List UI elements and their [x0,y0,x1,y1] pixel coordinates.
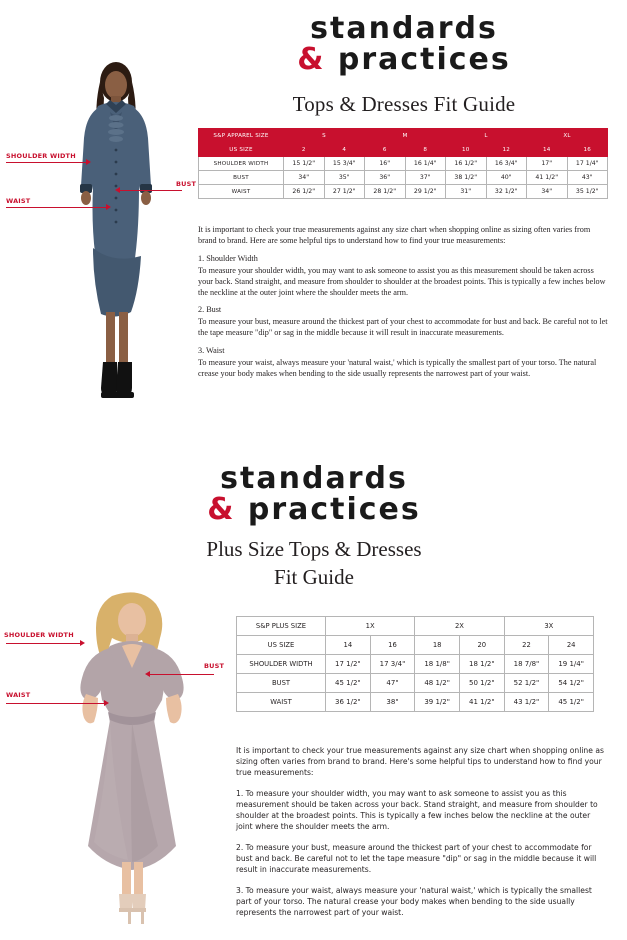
cell-bust-7: 43" [567,171,608,185]
brand-ampersand: & [297,42,326,77]
annotation-shoulder-width-2: SHOULDER WIDTH [4,631,74,639]
table-row-bust [199,171,608,185]
table-row-plus-bust [237,674,594,693]
table-row-apparel-size [199,129,608,143]
cell-plus-bust-1: 47" [370,674,415,693]
heading-waist-1: 3. Waist [198,346,225,356]
brand-line-2 [198,44,610,76]
cell-plus-shoulder-5: 19 1/4" [549,655,594,674]
annotation-shoulder-arrow-2 [80,640,85,646]
cell-plus-bust-5: 54 1/2" [549,674,594,693]
heading-shoulder-width-1: 1. Shoulder Width [198,253,258,263]
cell-plus-shoulder-2: 18 1/8" [415,655,460,674]
table-row-plus-waist [237,693,594,712]
annotation-waist-2: WAIST [6,691,31,699]
cell-plus-shoulder-3: 18 1/2" [459,655,504,674]
cell-plus-waist-2: 39 1/2" [415,693,460,712]
brand-logo [198,11,610,77]
body-bust-1: To measure your bust, measure around the thickest part of your chest to accommodate for bust and back. Be careful not to let the tape measure "dip" or sag in the middle because it will result in inaccurate measurements. [198,317,608,338]
cell-us-size-4: 10 [446,143,487,157]
cell-bust-3: 37" [405,171,446,185]
body-waist-1: To measure your waist, always measure your 'natural waist,' which is typically the smallest part of your torso. The natural crease your body makes when bending to the side usually represents the narrowest part of your waist. [198,358,597,378]
cell-us-size-3: 8 [405,143,446,157]
cell-plus-waist-3: 41 1/2" [459,693,504,712]
cell-bust-1: 35" [324,171,365,185]
cell-header-shoulder-width: SHOULDER WIDTH [199,157,284,171]
cell-plus-shoulder-1: 17 3/4" [370,655,415,674]
table-row-shoulder-width [199,157,608,171]
table-row-plus-us-size [237,636,594,655]
size-table-plus [236,616,594,712]
annotation-bust-2: BUST [204,662,225,670]
model-photo-standard [40,58,192,438]
cell-group-3x: 3X [504,617,593,636]
cell-us-size-6: 14 [527,143,568,157]
cell-shoulder-4: 16 1/2" [446,157,487,171]
cell-us-size-2: 6 [365,143,406,157]
cell-plus-us-size-0: 14 [326,636,371,655]
annotation-waist-arrow-2 [104,700,109,706]
annotation-bust-arrow-1 [115,187,120,193]
brand-line-2-plus [108,494,520,526]
instructions-plus [236,745,608,928]
cell-plus-bust-2: 48 1/2" [415,674,460,693]
heading-bust-1: 2. Bust [198,305,222,315]
brand-line-1: standards [310,11,498,46]
body-bust-2: 2. To measure your bust, measure around the thickest part of your chest to accommodate for bust and back. Be careful not to let the tape measure "dip" or sag in the middle because it will result in inaccurate measurements. [236,843,597,874]
cell-header-plus-waist: WAIST [237,693,326,712]
page-title-plus-line-1: Plus Size Tops & Dresses [206,537,422,561]
cell-us-size-7: 16 [567,143,608,157]
cell-waist-0: 26 1/2" [284,185,325,199]
cell-plus-waist-0: 36 1/2" [326,693,371,712]
cell-waist-4: 31" [446,185,487,199]
cell-group-l: L [446,129,527,143]
cell-waist-3: 29 1/2" [405,185,446,199]
cell-bust-6: 41 1/2" [527,171,568,185]
cell-waist-2: 28 1/2" [365,185,406,199]
brand-logo-plus [108,461,520,527]
cell-plus-bust-4: 52 1/2" [504,674,549,693]
annotation-shoulder-line-1 [6,162,86,163]
cell-us-size-1: 4 [324,143,365,157]
table-row-plus-size [237,617,594,636]
page-title-plus [108,535,520,592]
annotation-bust-1: BUST [176,180,197,188]
cell-plus-us-size-2: 18 [415,636,460,655]
annotation-bust-line-2 [150,674,214,675]
cell-header-plus-size: S&P PLUS SIZE [237,617,326,636]
intro-paragraph-1: It is important to check your true measurements against any size chart when shopping online as sizing often varies from brand to brand. Here are some helpful tips to understand how to find your true measurements: [198,225,591,245]
cell-plus-waist-4: 43 1/2" [504,693,549,712]
cell-header-bust: BUST [199,171,284,185]
cell-header-plus-shoulder: SHOULDER WIDTH [237,655,326,674]
cell-header-us-size: US SIZE [199,143,284,157]
page-title: Tops & Dresses Fit Guide [292,92,516,116]
annotation-bust-line-1 [120,190,182,191]
cell-bust-4: 38 1/2" [446,171,487,185]
annotation-shoulder-width-1: SHOULDER WIDTH [6,152,76,160]
annotation-shoulder-arrow-1 [86,159,91,165]
cell-bust-2: 36" [365,171,406,185]
cell-group-xl: XL [527,129,608,143]
annotation-waist-line-2 [6,703,104,704]
cell-header-apparel-size: S&P APPAREL SIZE [199,129,284,143]
cell-shoulder-2: 16" [365,157,406,171]
size-table-standard [198,128,608,199]
cell-us-size-0: 2 [284,143,325,157]
intro-paragraph-2: It is important to check your true measurements against any size chart when shopping online as sizing often varies from brand to brand. Here's some helpful tips to understand how to find your true measurements: [236,746,604,777]
cell-plus-us-size-4: 22 [504,636,549,655]
cell-plus-shoulder-4: 18 7/8" [504,655,549,674]
cell-plus-bust-3: 50 1/2" [459,674,504,693]
annotation-bust-arrow-2 [145,671,150,677]
cell-plus-us-size-1: 16 [370,636,415,655]
model-illustration-plus [48,590,213,930]
cell-waist-7: 35 1/2" [567,185,608,199]
cell-shoulder-1: 15 3/4" [324,157,365,171]
table-row-waist [199,185,608,199]
cell-plus-us-size-3: 20 [459,636,504,655]
model-illustration [40,58,192,438]
cell-plus-waist-1: 38" [370,693,415,712]
brand-line-2-text-plus: practices [247,492,421,527]
body-shoulder-width-1: To measure your shoulder width, you may want to ask someone to assist you as this measurement should be taken across your back. Stand straight, and measure from shoulder to shoulder at the broadest points. This is typically a few inches below the neckline at the outer joint where the shoulder meets the arm. [198,265,606,297]
model-photo-plus [48,590,213,930]
brand-line-2-text: practices [337,42,511,77]
cell-plus-us-size-5: 24 [549,636,594,655]
cell-group-1x: 1X [326,617,415,636]
cell-plus-bust-0: 45 1/2" [326,674,371,693]
cell-bust-5: 40" [486,171,527,185]
annotation-waist-line-1 [6,207,106,208]
cell-us-size-5: 12 [486,143,527,157]
page-title-plus-line-2: Fit Guide [274,565,354,590]
cell-plus-waist-5: 45 1/2" [549,693,594,712]
cell-header-waist: WAIST [199,185,284,199]
annotation-waist-1: WAIST [6,197,31,205]
cell-group-2x: 2X [415,617,504,636]
cell-shoulder-0: 15 1/2" [284,157,325,171]
cell-header-plus-bust: BUST [237,674,326,693]
cell-shoulder-3: 16 1/4" [405,157,446,171]
cell-shoulder-5: 16 3/4" [486,157,527,171]
annotation-waist-arrow-1 [106,204,111,210]
cell-shoulder-6: 17" [527,157,568,171]
cell-waist-6: 34" [527,185,568,199]
cell-bust-0: 34" [284,171,325,185]
cell-group-s: S [284,129,365,143]
table-row-us-size [199,143,608,157]
cell-header-plus-us-size: US SIZE [237,636,326,655]
instructions-standard [198,225,610,387]
standard-size-section [0,0,627,452]
brand-line-1-plus: standards [220,461,408,496]
annotation-shoulder-line-2 [6,643,80,644]
cell-shoulder-7: 17 1/4" [567,157,608,171]
cell-plus-shoulder-0: 17 1/2" [326,655,371,674]
cell-waist-5: 32 1/2" [486,185,527,199]
brand-ampersand-plus: & [207,492,236,527]
body-waist-2: 3. To measure your waist, always measure your 'natural waist,' which is typically the smallest part of your torso. The natural crease your body makes when bending to the side usually represents the narrowest part of your waist. [236,886,592,917]
cell-waist-1: 27 1/2" [324,185,365,199]
table-row-plus-shoulder-width [237,655,594,674]
body-shoulder-width-2: 1. To measure your shoulder width, you may want to ask someone to assist you as this measurement should be taken across your back. Stand straight, and measure from shoulder to shoulder at the broadest points. This is typically a few inches below the neckline at the outer joint where the shoulder meets the arm. [236,789,598,831]
cell-group-m: M [365,129,446,143]
